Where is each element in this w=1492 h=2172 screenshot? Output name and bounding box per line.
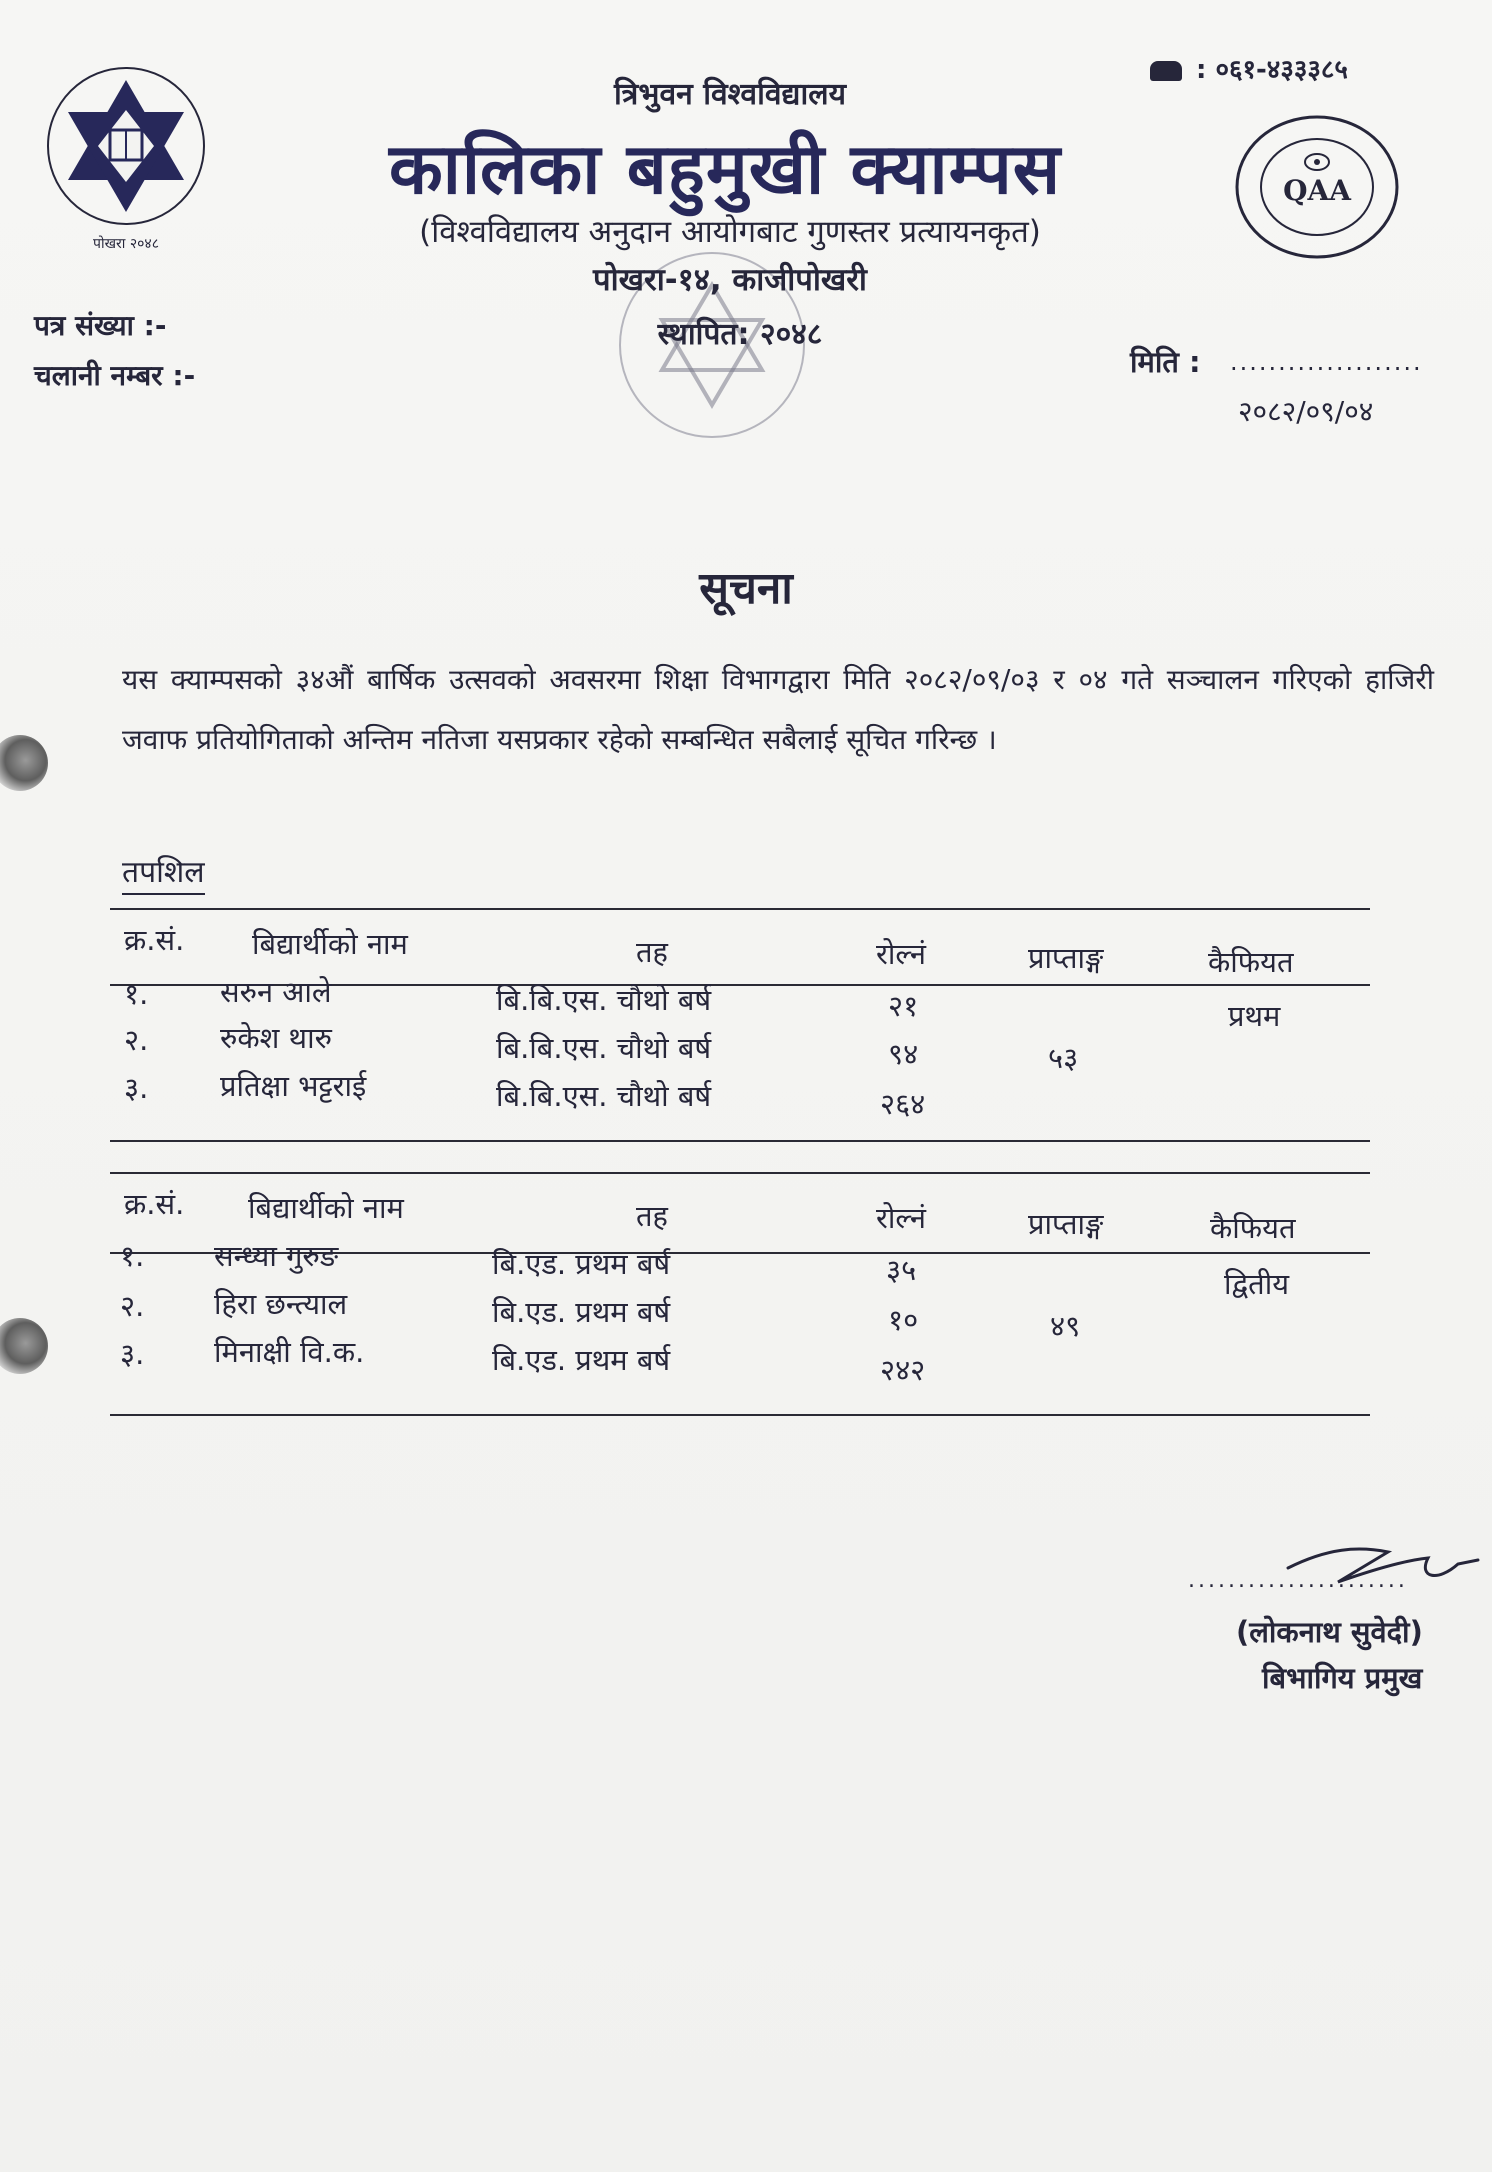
- results-table-bbs: [110, 904, 1370, 1144]
- row-roll: २४२: [880, 1353, 926, 1387]
- row-roll: २१: [888, 989, 919, 1023]
- details-heading: तपशिल: [122, 850, 205, 895]
- group-remarks: प्रथम: [1228, 999, 1281, 1033]
- row-roll: ९४: [888, 1037, 919, 1071]
- header-remarks: कैफियत: [1208, 945, 1294, 979]
- row-level: बि.एड. प्रथम बर्ष: [492, 1247, 671, 1281]
- campus-name: कालिका बहुमुखी क्याम्पस: [388, 128, 1062, 210]
- telephone-icon: [1150, 61, 1182, 81]
- svg-text:QAA: QAA: [1283, 174, 1351, 207]
- header-sn: क्र.सं.: [124, 1187, 185, 1221]
- table-rule: [110, 1140, 1370, 1142]
- row-level: बि.बि.एस. चौथो बर्ष: [496, 983, 712, 1017]
- row-level: बि.बि.एस. चौथो बर्ष: [496, 1031, 712, 1065]
- row-level: बि.एड. प्रथम बर्ष: [492, 1343, 671, 1377]
- accreditation-line: (विश्वविद्यालय अनुदान आयोगबाट गुणस्तर प्रत्यायनकृत): [419, 214, 1041, 250]
- header-level: तह: [636, 1199, 668, 1233]
- row-roll: १०: [888, 1303, 919, 1337]
- row-sn: ३.: [124, 1071, 149, 1105]
- table-rule: [110, 1172, 1370, 1174]
- table-rule: [110, 1414, 1370, 1416]
- row-level: बि.एड. प्रथम बर्ष: [492, 1295, 671, 1329]
- header-marks: प्राप्ताङ्ग: [1028, 1207, 1104, 1241]
- row-sn: १.: [124, 977, 149, 1011]
- group-marks: ४९: [1050, 1309, 1081, 1343]
- phone-number: : ०६१-४३३३८५: [1150, 50, 1348, 86]
- table-rule: [110, 908, 1370, 910]
- row-sn: २.: [120, 1289, 145, 1323]
- header-sn: क्र.सं.: [124, 923, 185, 957]
- row-name: सरुन आले: [220, 975, 332, 1009]
- established-year: स्थापित: २०४८: [657, 317, 823, 352]
- notice-body: यस क्याम्पसको ३४औं बार्षिक उत्सवको अवसरमा शिक्षा विभागद्वारा मिति २०८२/०९/०३ र ०४ गते सञ्चालन गरिएको हाजिरी जवाफ प्रतियोगिताको अन्तिम नतिजा यसप्रकार रहेको सम्बन्धित सबैलाई सूचित गरिन्छ ।: [122, 663, 1434, 756]
- group-marks: ५३: [1048, 1041, 1079, 1075]
- campus-address: पोखरा-१४, काजीपोखरी: [593, 262, 867, 298]
- university-name: त्रिभुवन विश्वविद्यालय: [614, 77, 846, 112]
- binder-hole: [0, 735, 48, 791]
- row-name: रुकेश थारु: [220, 1021, 332, 1055]
- row-sn: ३.: [120, 1337, 145, 1371]
- results-table-bed: [110, 1168, 1370, 1418]
- signature-line: ......................: [1188, 1568, 1408, 1593]
- row-sn: २.: [124, 1023, 149, 1057]
- group-remarks: द्वितीय: [1224, 1267, 1290, 1301]
- qaa-seal-logo: [1232, 112, 1402, 262]
- binder-hole: [0, 1318, 48, 1374]
- header-level: तह: [636, 935, 668, 969]
- row-sn: १.: [120, 1239, 145, 1273]
- letter-number-label: पत्र संख्या :-: [34, 309, 167, 342]
- date-dots: ....................: [1230, 348, 1423, 376]
- row-name: सन्ध्या गुरुङ: [214, 1239, 339, 1273]
- header-roll: रोल्नं: [876, 937, 926, 971]
- svg-text:पोखरा २०४८: पोखरा २०४८: [93, 236, 159, 252]
- dispatch-number-label: चलानी नम्बर :-: [34, 359, 196, 392]
- row-roll: २६४: [880, 1087, 926, 1121]
- header-name: बिद्यार्थीको नाम: [252, 927, 408, 961]
- row-name: प्रतिक्षा भट्टराई: [220, 1069, 367, 1103]
- row-roll: ३५: [886, 1253, 917, 1287]
- date-value: २०८२/०९/०४: [1238, 395, 1374, 428]
- row-name: हिरा छन्त्याल: [214, 1287, 348, 1321]
- header-name: बिद्यार्थीको नाम: [248, 1191, 404, 1225]
- header-marks: प्राप्ताङ्ग: [1028, 941, 1104, 975]
- row-name: मिनाक्षी वि.क.: [214, 1335, 365, 1369]
- signer-name: (लोकनाथ सुवेदी): [1236, 1615, 1423, 1649]
- notice-title: सूचना: [699, 563, 793, 614]
- campus-emblem-logo: [36, 58, 216, 258]
- signer-title: बिभागिय प्रमुख: [1262, 1661, 1423, 1695]
- header-remarks: कैफियत: [1210, 1211, 1296, 1245]
- date-label: मिति :: [1130, 345, 1201, 379]
- row-level: बि.बि.एस. चौथो बर्ष: [496, 1079, 712, 1113]
- header-roll: रोल्नं: [876, 1201, 926, 1235]
